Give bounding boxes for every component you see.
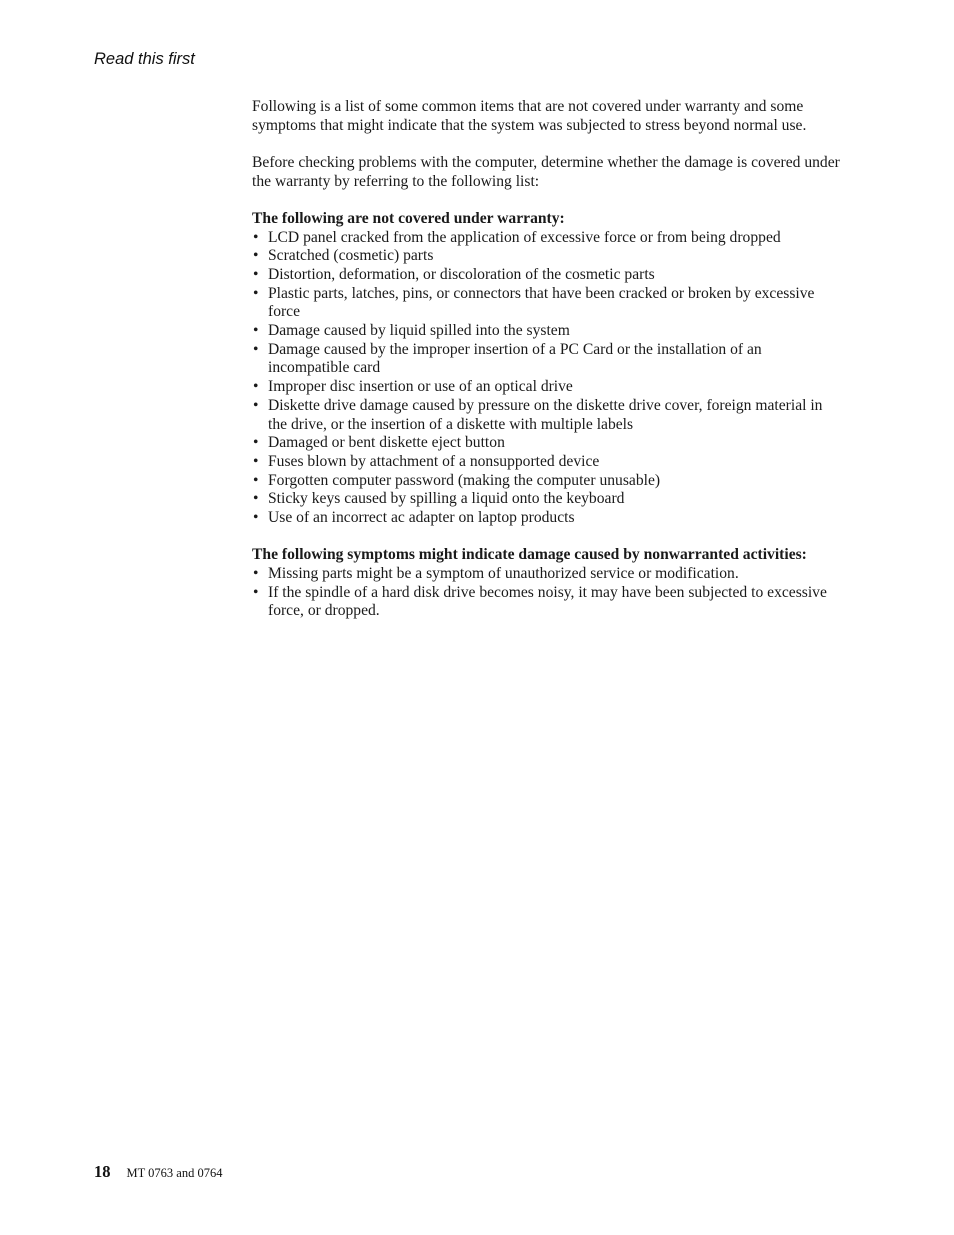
bullet-icon: • <box>253 564 259 582</box>
bullet-icon: • <box>253 490 259 508</box>
list-item <box>252 397 844 434</box>
list-item <box>252 490 844 509</box>
bullet-icon: • <box>253 583 259 601</box>
intro-paragraph-1: Following is a list of some common items that are not covered under warranty and some symptoms that might indicate that the system was subjected to stress beyond normal use. <box>252 98 807 134</box>
symptoms-heading: The following symptoms might indicate damage caused by nonwarranted activities: <box>252 546 807 564</box>
bullet-icon: • <box>253 228 259 246</box>
bullet-icon: • <box>253 247 259 265</box>
list-item <box>252 378 844 397</box>
list-item <box>252 509 844 528</box>
bullet-icon: • <box>253 396 259 414</box>
list-item-text: Plastic parts, latches, pins, or connectors that have been cracked or broken by excessive force <box>268 284 815 321</box>
list-item-text: Forgotten computer password (making the computer unusable) <box>268 471 661 489</box>
intro-paragraph-2: Before checking problems with the computer, determine whether the damage is covered under the warranty by referring to the following list: <box>252 153 840 190</box>
list-item-text: If the spindle of a hard disk drive becomes noisy, it may have been subjected to excessive force, or dropped. <box>268 583 827 620</box>
list-item-text: Sticky keys caused by spilling a liquid onto the keyboard <box>268 490 625 508</box>
bullet-icon: • <box>253 378 259 396</box>
page-footer <box>94 1162 222 1182</box>
main-content <box>252 98 844 640</box>
list-item <box>252 229 844 248</box>
list-item <box>252 266 844 285</box>
list-item-text: Scratched (cosmetic) parts <box>268 247 434 265</box>
not-covered-list <box>252 229 844 528</box>
list-item <box>252 472 844 491</box>
running-header: Read this first <box>94 50 195 68</box>
symptoms-list <box>252 565 844 621</box>
bullet-icon: • <box>253 471 259 489</box>
bullet-icon: • <box>253 265 259 283</box>
footer-doc-title: MT 0763 and 0764 <box>126 1166 223 1180</box>
list-item <box>252 247 844 266</box>
list-item <box>252 434 844 453</box>
list-item-text: Damage caused by the improper insertion of a PC Card or the installation of an incompatible card <box>268 340 762 377</box>
list-item <box>252 341 844 378</box>
bullet-icon: • <box>253 434 259 452</box>
list-item-text: Distortion, deformation, or discoloration of the cosmetic parts <box>268 265 655 283</box>
list-item <box>252 453 844 472</box>
list-item <box>252 584 844 621</box>
bullet-icon: • <box>253 284 259 302</box>
not-covered-heading: The following are not covered under warranty: <box>252 209 565 227</box>
bullet-icon: • <box>253 452 259 470</box>
page-number: 18 <box>94 1162 111 1181</box>
list-item <box>252 565 844 584</box>
list-item-text: Damage caused by liquid spilled into the system <box>268 322 570 340</box>
list-item-text: LCD panel cracked from the application of excessive force or from being dropped <box>268 228 781 246</box>
bullet-icon: • <box>253 340 259 358</box>
list-item-text: Fuses blown by attachment of a nonsupported device <box>268 452 600 470</box>
list-item-text: Missing parts might be a symptom of unauthorized service or modification. <box>268 564 739 582</box>
list-item <box>252 285 844 322</box>
bullet-icon: • <box>253 322 259 340</box>
list-item-text: Damaged or bent diskette eject button <box>268 434 505 452</box>
list-item <box>252 322 844 341</box>
list-item-text: Improper disc insertion or use of an optical drive <box>268 378 573 396</box>
list-item-text: Diskette drive damage caused by pressure on the diskette drive cover, foreign material in the drive, or the insertion of a diskette with multiple labels <box>268 396 823 433</box>
bullet-icon: • <box>253 509 259 527</box>
list-item-text: Use of an incorrect ac adapter on laptop products <box>268 509 575 527</box>
